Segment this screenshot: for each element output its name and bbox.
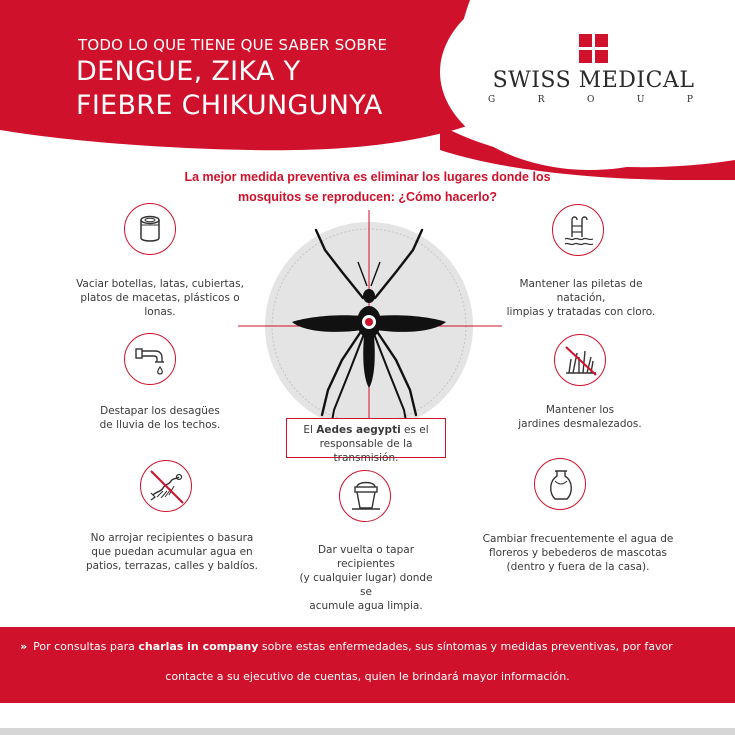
tip-trash	[82, 531, 262, 573]
tip-line: Destapar los desagües	[100, 405, 220, 417]
tip-vase	[478, 532, 678, 574]
aedes-caption-box	[286, 418, 446, 464]
intro-line1: La mejor medida preventiva es eliminar los lugares donde los	[184, 170, 551, 184]
header-title-line2: FIEBRE CHIKUNGUNYA	[76, 90, 383, 121]
caption-prefix: El	[303, 424, 317, 436]
header-title-line1: DENGUE, ZIKA Y	[76, 56, 301, 87]
footer-text: sobre estas enfermedades, sus síntomas y medidas preventivas, por favor	[258, 640, 673, 653]
footer-line2: contacte a su ejecutivo de cuentas, quien le brindará mayor información.	[165, 670, 570, 683]
logo-group-letters	[488, 95, 693, 105]
tip-line: Mantener las piletas de natación,	[519, 278, 643, 304]
tip-line: Vaciar botellas, latas, cubiertas,	[76, 278, 244, 290]
bucket-icon	[339, 470, 391, 522]
tip-line: Dar vuelta o tapar recipientes	[317, 544, 415, 570]
no-trash-icon	[140, 460, 192, 512]
tip-line: platos de macetas, plásticos o lonas.	[80, 292, 240, 318]
logo-name: SWISS MEDICAL	[492, 68, 695, 93]
tip-line: Cambiar frecuentemente el agua de	[482, 533, 674, 545]
bottom-rule	[0, 728, 735, 735]
logo-group-letter: U	[636, 95, 645, 105]
footer-banner	[0, 627, 735, 703]
footer-text: Por consultas para	[33, 640, 139, 653]
tip-line: de lluvia de los techos.	[99, 419, 221, 431]
vase-icon	[534, 458, 586, 510]
caption-species: Aedes aegypti	[316, 424, 401, 436]
pool-ladder-icon	[552, 204, 604, 256]
tip-line: limpias y tratadas con cloro.	[506, 306, 656, 318]
tip-garden	[510, 403, 650, 431]
chevron-right-icon: »	[20, 640, 28, 653]
tip-line: jardines desmalezados.	[518, 418, 642, 430]
tip-line: floreros y bebederos de mascotas	[489, 547, 667, 559]
weeds-crossed-icon	[554, 334, 606, 386]
logo-group-letter: O	[586, 95, 595, 105]
logo-group-letter: P	[686, 95, 693, 105]
footer-bold-text: charlas in company	[138, 640, 259, 653]
tip-line: (dentro y fuera de la casa).	[506, 561, 650, 573]
tip-line: que puedan acumular agua en	[91, 546, 253, 558]
intro-line2: mosquitos se reproducen: ¿Cómo hacerlo?	[237, 190, 498, 204]
tip-pool	[496, 277, 666, 319]
drain-pipe-icon	[124, 333, 176, 385]
logo-group-letter: R	[537, 95, 545, 105]
tip-bucket	[296, 543, 436, 613]
tip-line: No arrojar recipientes o basura	[90, 532, 254, 544]
caption-line2: responsable de la transmisión.	[319, 438, 413, 464]
cans-icon	[124, 203, 176, 255]
tip-line: acumule agua limpia.	[309, 600, 423, 612]
tip-drain	[75, 404, 245, 432]
footer-line1	[20, 640, 720, 653]
tip-cans	[70, 277, 250, 319]
tip-line: (y cualquier lugar) donde se	[299, 572, 433, 598]
header-subtitle: TODO LO QUE TIENE QUE SABER SOBRE	[78, 36, 388, 54]
tip-line: patios, terrazas, calles y baldíos.	[86, 560, 258, 572]
caption-suffix: es el	[400, 424, 429, 436]
swiss-medical-cross-logo-icon	[579, 34, 608, 63]
logo-group-letter: G	[488, 95, 496, 105]
tip-line: Mantener los	[545, 404, 615, 416]
